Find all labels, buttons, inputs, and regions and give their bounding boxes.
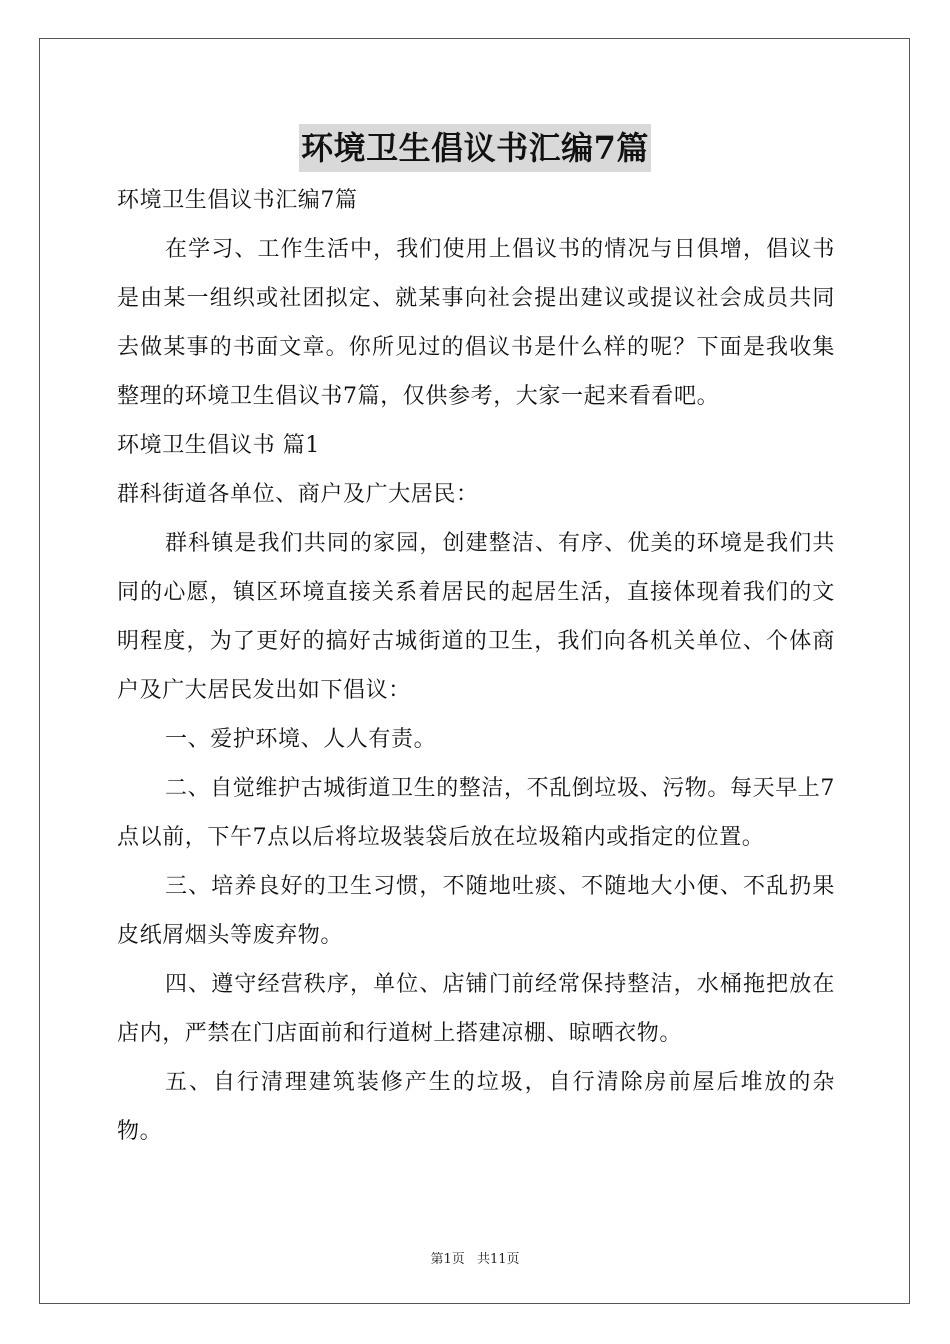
paragraph-body: 群科镇是我们共同的家园，创建整洁、有序、优美的环境是我们共同的心愿，镇区环境直接关系着居民的起居生活，直接体现着我们的文明程度，为了更好的搞好古城街道的卫生，我们向各机关单位、个体商户及广大居民发出如下倡议： [117,531,835,703]
salutation: 群科街道各单位、商户及广大居民： [117,482,479,507]
document-title: 环境卫生倡议书汇编7篇 [299,124,651,172]
page-footer [0,1248,950,1267]
page-total: 共11页 [476,1252,520,1267]
list-item: 五、自行清理建筑装修产生的垃圾，自行清除房前屋后堆放的杂物。 [117,1070,835,1144]
title-container [0,124,950,172]
page-number: 第1页 [430,1252,465,1267]
list-item: 二、自觉维护古城街道卫生的整洁，不乱倒垃圾、污物。每天早上7点以前，下午7点以后将垃圾装袋后放在垃圾箱内或指定的位置。 [117,776,835,850]
section-heading: 环境卫生倡议书 篇1 [117,433,320,458]
list-item: 一、爱护环境、人人有责。 [165,727,437,752]
paragraph-subtitle: 环境卫生倡议书汇编7篇 [117,188,358,213]
list-item: 四、遵守经营秩序，单位、店铺门前经常保持整洁，水桶拖把放在店内，严禁在门店面前和行道树上搭建凉棚、晾晒衣物。 [117,972,835,1046]
paragraph-intro: 在学习、工作生活中，我们使用上倡议书的情况与日俱增，倡议书是由某一组织或社团拟定、就某事向社会提出建议或提议社会成员共同去做某事的书面文章。你所见过的倡议书是什么样的呢？下面是我收集整理的环境卫生倡议书7篇，仅供参考，大家一起来看看吧。 [117,237,835,409]
document-body [117,176,835,1156]
list-item: 三、培养良好的卫生习惯，不随地吐痰、不随地大小便、不乱扔果皮纸屑烟头等废弃物。 [117,874,835,948]
